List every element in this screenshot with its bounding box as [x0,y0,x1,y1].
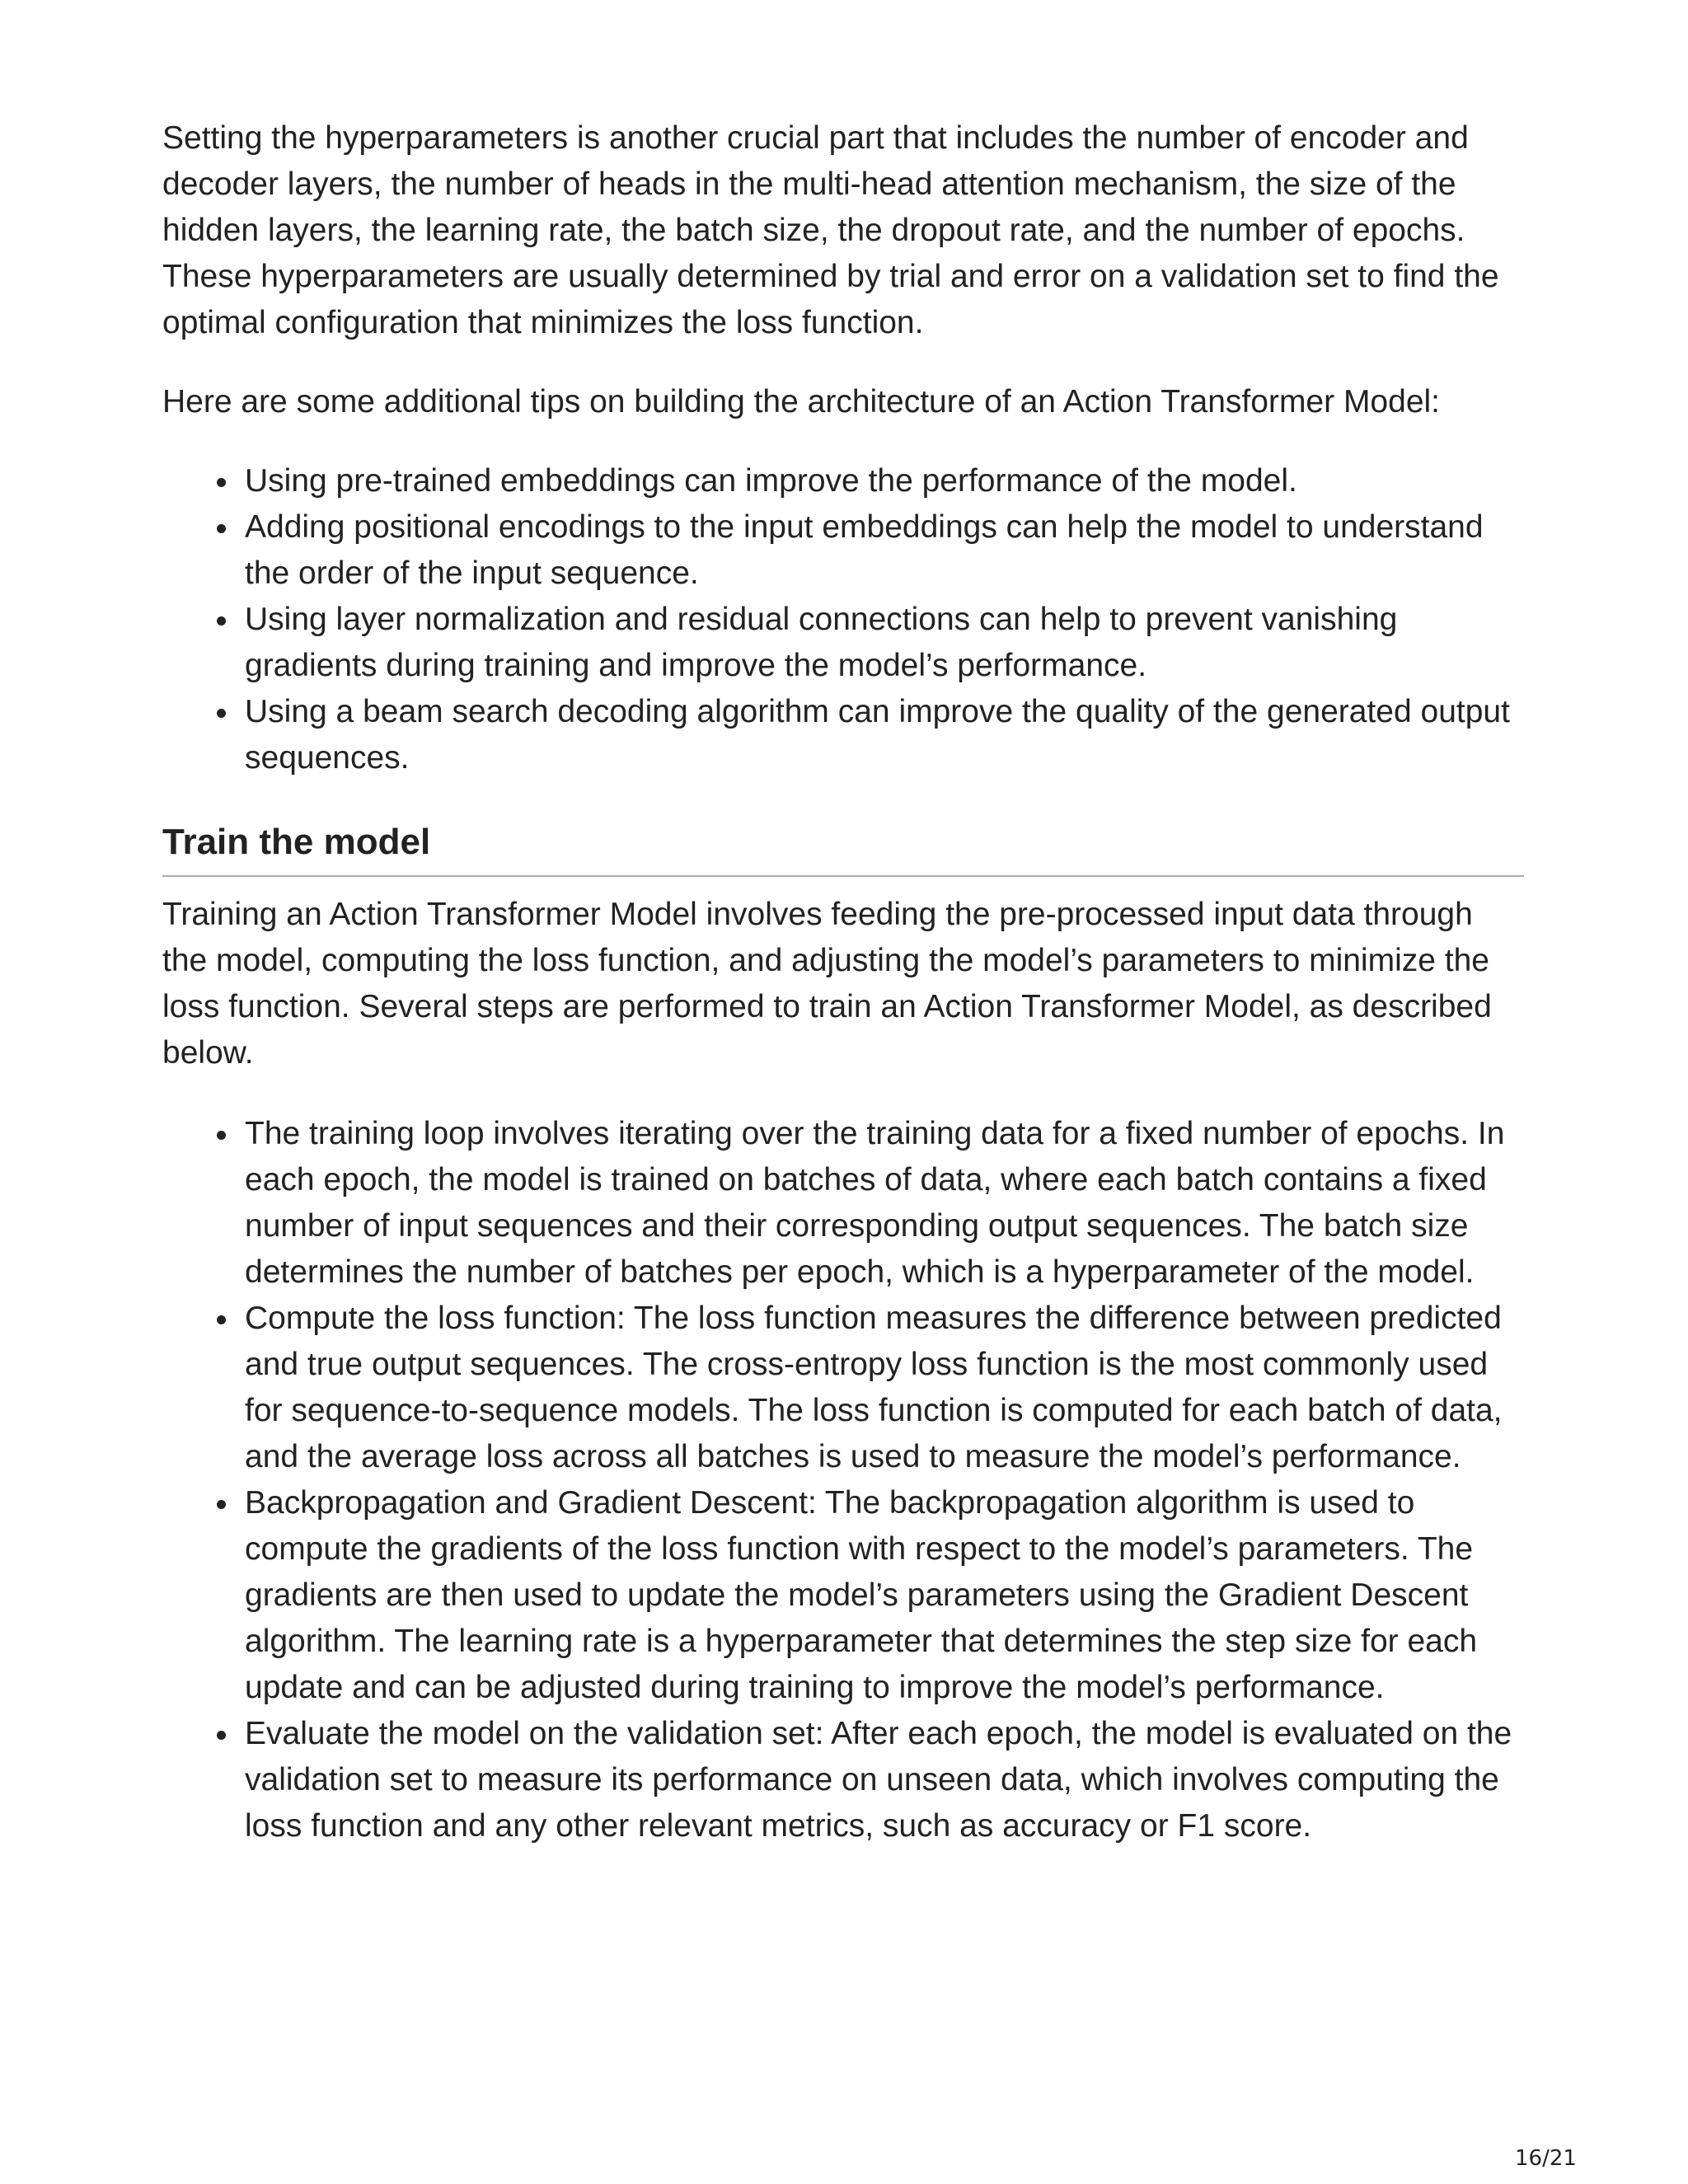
list-item [245,1111,1524,1296]
bullet-icon [217,1500,226,1509]
list-item-text: Adding positional encodings to the input embeddings can help the model to understand the order of the input sequence. [245,509,1484,591]
list-item [245,1480,1524,1711]
list-item-text: Using layer normalization and residual connections can help to prevent vanishing gradients during training and improve the model’s performance. [245,602,1398,683]
list-item-text: Using a beam search decoding algorithm can improve the quality of the generated output sequences. [245,694,1510,776]
bullet-icon [217,1731,226,1740]
tips-intro-paragraph: Here are some additional tips on building the architecture of an Action Transformer Model: [162,384,1441,419]
list-item [245,458,1524,504]
document-page [162,115,1524,1849]
bullet-icon [217,478,226,487]
hyperparameters-paragraph: Setting the hyperparameters is another crucial part that includes the number of encoder and decoder layers, the number of heads in the multi-head attention mechanism, the size of the hidden layers, the learning rate, the batch size, the dropout rate, and the number of epochs. These hyperparameters are usually determined by trial and error on a validation set to find the optimal configuration that minimizes the loss function. [162,120,1499,340]
list-item-text: Using pre-trained embeddings can improve the performance of the model. [245,463,1297,499]
list-item [245,689,1524,781]
bullet-icon [217,524,226,533]
bullet-icon [217,1131,226,1140]
list-item-text: Evaluate the model on the validation set: After each epoch, the model is evaluated on the validation set to measure its performance on unseen data, which involves computing the loss function and any other relevant metrics, such as accuracy or F1 score. [245,1716,1512,1844]
bullet-icon [217,709,226,718]
bullet-icon [217,616,226,626]
bullet-icon [217,1315,226,1324]
page-number: 16/21 [1515,2146,1577,2171]
list-item [245,504,1524,597]
section-heading: Train the model [162,819,1524,877]
training-paragraph: Training an Action Transformer Model involves feeding the pre-processed input data through the model, computing the loss function, and adjusting the model’s parameters to minimize the loss function. Several steps are performed to train an Action Transformer Model, as described below. [162,897,1492,1071]
tips-list [162,458,1524,781]
list-item [245,1296,1524,1480]
list-item-text: Backpropagation and Gradient Descent: The backpropagation algorithm is used to compute the gradients of the loss function with respect to the model’s parameters. The gradients are then used to update the model’s parameters using the Gradient Descent algorithm. The learning rate is a hyperparameter that determines the step size for each update and can be adjusted during training to improve the model’s performance. [245,1485,1478,1705]
list-item-text: The training loop involves iterating over the training data for a fixed number of epochs. In each epoch, the model is trained on batches of data, where each batch contains a fixed number of input sequences and their corresponding output sequences. The batch size determines the number of batches per epoch, which is a hyperparameter of the model. [245,1116,1505,1290]
list-item [245,597,1524,689]
list-item [245,1711,1524,1849]
list-item-text: Compute the loss function: The loss function measures the difference between predicted and true output sequences. The cross-entropy loss function is the most commonly used for sequence-to-sequence models. The loss function is computed for each batch of data, and the average loss across all batches is used to measure the model’s performance. [245,1301,1503,1474]
training-steps-list [162,1111,1524,1849]
